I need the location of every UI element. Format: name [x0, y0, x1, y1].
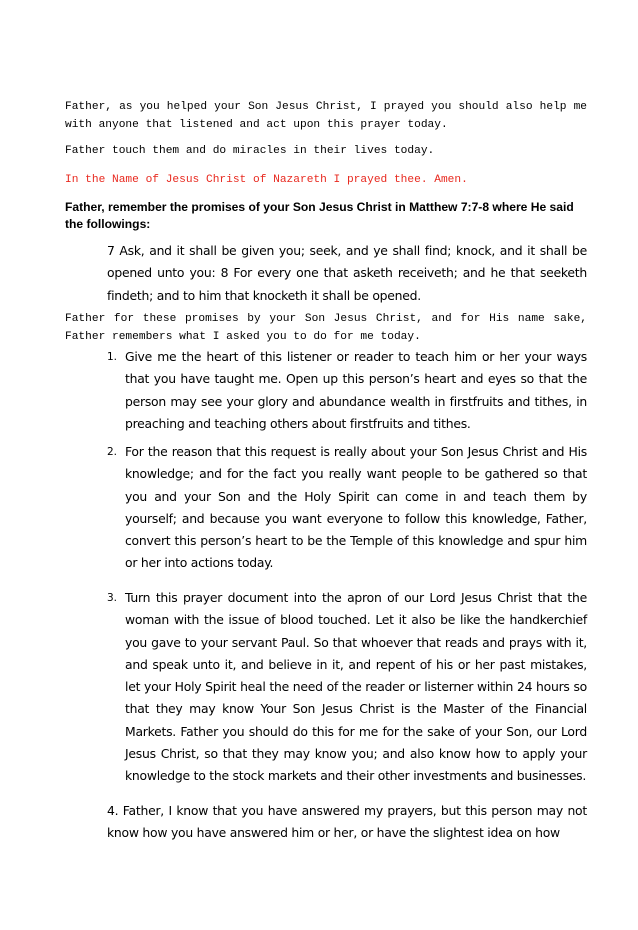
remember-heading: Father, remember the promises of your Son Jesus Christ in Matthew 7:7-8 where He said the followings: — [65, 200, 574, 231]
scripture-quote: 7 Ask, and it shall be given you; seek, and ye shall find; knock, and it shall be opened unto you: 8 For every one that asketh receiveth; and he that seeketh findeth; and to him that knocketh it shall be opened. — [107, 243, 587, 303]
list-number: 1. — [107, 351, 118, 363]
list-number: 2. — [107, 446, 118, 458]
list-number: 3. — [107, 592, 118, 604]
item-four-paragraph: 4. Father, I know that you have answered my prayers, but this person may not know how you have answered him or her, or have the slightest idea on how — [107, 803, 587, 841]
amen-paragraph: In the Name of Jesus Christ of Nazareth I prayed thee. Amen. — [65, 174, 468, 186]
touch-paragraph: Father touch them and do miracles in their lives today. — [65, 145, 435, 157]
list-text: Turn this prayer document into the apron of our Lord Jesus Christ that the woman with the issue of blood touched. Let it also be like the handkerchief you gave to your servant Paul. So that whoever that reads and prays with it, and speak unto it, and believe in it, and repent of his or her past mistakes, let your Holy Spirit heal the need of the reader or listerner within 24 hours so that they may know Your Son Jesus Christ is the Master of the Financial Markets. Father you should do this for me for the sake of your Son, our Lord Jesus Christ, so that they may know you; and also know how to apply your knowledge to the stock markets and their other investments and businesses. — [125, 590, 587, 784]
intro-paragraph: Father, as you helped your Son Jesus Christ, I prayed you should also help me with anyone that listened and act upon this prayer today. — [65, 101, 587, 131]
promises-paragraph: Father for these promises by your Son Jesus Christ, and for His name sake, Father remembers what I asked you to do for me today. — [65, 313, 587, 343]
list-text: Give me the heart of this listener or reader to teach him or her your ways that you have taught me. Open up this person’s heart and eyes so that the person may see your glory and abundance wealth in firstfruits and tithes, in preaching and teaching others about firstfruits and tithes. — [125, 349, 587, 431]
list-text: For the reason that this request is really about your Son Jesus Christ and His knowledge; and for the fact you really want people to be gathered so that you and your Son and the Holy Spirit can come in and teach them by yourself; and because you want everyone to follow this knowledge, Father, convert this person’s heart to be the Temple of this knowledge and spur him or her into actions today. — [125, 444, 587, 571]
